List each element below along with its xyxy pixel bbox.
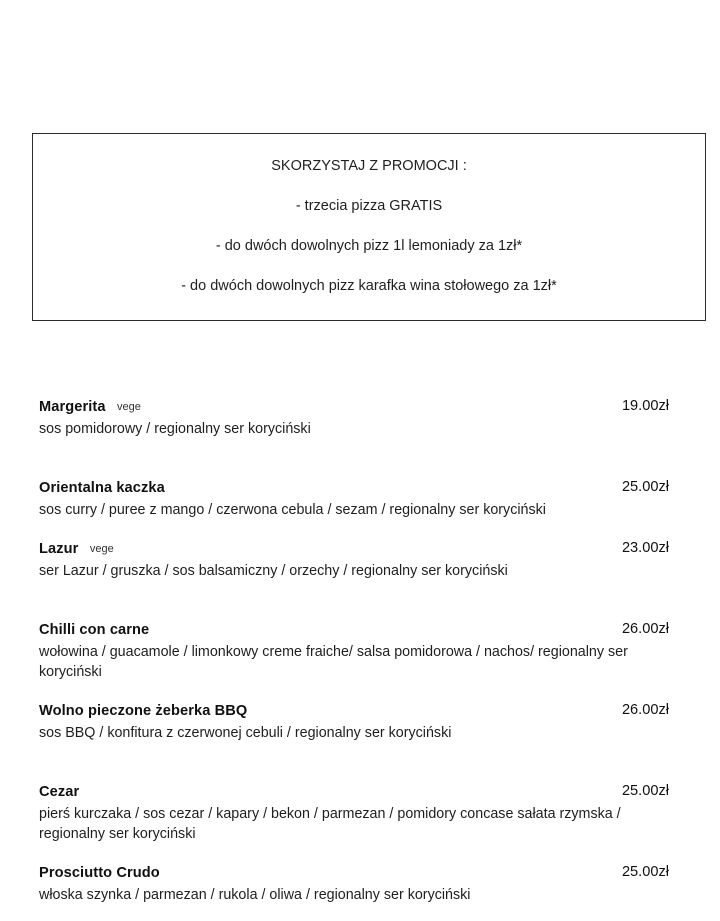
menu-item-description: wołowina / guacamole / limonkowy creme fraiche/ salsa pomidorowa / nachos/ regionalny ser koryciński [39,644,628,680]
promotion-heading: SKORZYSTAJ Z PROMOCJI : [271,158,467,174]
promotion-line-3: - do dwóch dowolnych pizz karafka wina stołowego za 1zł* [181,278,557,294]
menu-item-header [39,702,669,723]
menu-item-description: sos BBQ / konfitura z czerwonej cebuli / regionalny ser koryciński [39,725,452,741]
spacer [39,520,669,540]
menu-item-price: 26.00zł [621,702,669,718]
menu-item-header [39,864,669,885]
spacer [39,581,669,621]
menu-item-price: 25.00zł [621,783,669,799]
menu-item-description: włoska szynka / parmezan / rukola / oliwa / regionalny ser koryciński [39,887,471,903]
menu-item-name: Margerita [39,399,106,415]
menu-item-description: sos pomidorowy / regionalny ser koryciński [39,421,311,437]
menu-item-tag: vege [117,401,141,413]
spacer [39,743,669,783]
spacer [39,439,669,479]
menu-item-price: 25.00zł [621,864,669,880]
menu-item-name: Chilli con carne [39,622,150,638]
promotion-box [32,133,706,321]
menu-item [39,864,669,905]
menu-item-name: Prosciutto Crudo [39,865,160,881]
menu-item-tag: vege [89,543,114,555]
menu-item-description: sos curry / puree z mango / czerwona cebula / sezam / regionalny ser koryciński [39,502,546,518]
menu-item-header [39,479,669,500]
menu-item-description: ser Lazur / gruszka / sos balsamiczny / orzechy / regionalny ser koryciński [39,563,508,579]
menu-item-name: Cezar [39,784,80,800]
menu-item-price: 19.00zł [621,398,669,414]
menu-item-name: Lazur [39,541,79,557]
menu-item [39,479,669,520]
spacer [39,682,669,702]
menu-item [39,540,669,581]
menu-item-header [39,540,669,561]
menu-item-name: Wolno pieczone żeberka BBQ [39,703,248,719]
spacer [39,844,669,864]
menu-item-price: 23.00zł [621,540,669,556]
menu-item-name: Orientalna kaczka [39,480,165,496]
menu-item [39,621,669,682]
menu-item [39,702,669,743]
promotion-line-2: - do dwóch dowolnych pizz 1l lemoniady za 1zł* [215,238,523,254]
menu-list [39,398,669,905]
menu-item-price: 26.00zł [621,621,669,637]
promotion-line-1: - trzecia pizza GRATIS [295,198,443,214]
menu-item-header [39,783,669,804]
menu-item-description: pierś kurczaka / sos cezar / kapary / bekon / parmezan / pomidory concase sałata rzymska / regionalny ser koryciński [39,806,621,842]
menu-item [39,398,669,439]
menu-item-header [39,621,669,642]
menu-item [39,783,669,844]
menu-item-header [39,398,669,419]
menu-item-price: 25.00zł [621,479,669,495]
